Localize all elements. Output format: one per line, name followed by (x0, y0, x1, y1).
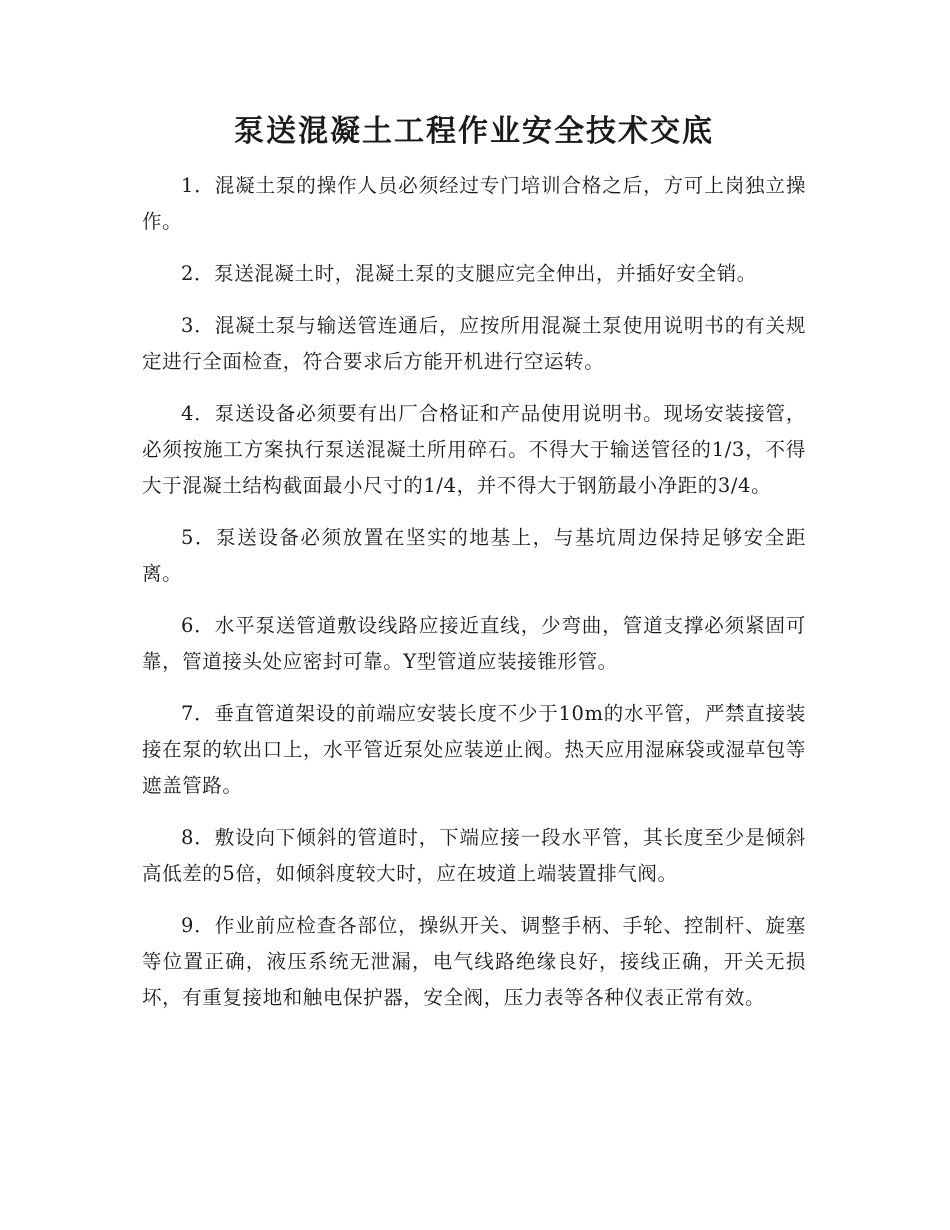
paragraph-5: 5．泵送设备必须放置在坚实的地基上，与基坑周边保持足够安全距离。 (142, 526, 806, 585)
document-page (142, 110, 806, 1032)
paragraph-9: 9．作业前应检查各部位，操纵开关、调整手柄、手轮、控制杆、旋塞等位置正确，液压系统无泄漏，电气线路绝缘良好，接线正确，开关无损坏，有重复接地和触电保护器，安全阀，压力表等各种仪表正常有效。 (142, 914, 806, 1009)
paragraph-2: 2．泵送混凝土时，混凝土泵的支腿应完全伸出，并插好安全销。 (181, 262, 757, 285)
paragraph-7: 7．垂直管道架设的前端应安装长度不少于10m的水平管，严禁直接装接在泵的软出口上，水平管近泵处应装逆止阀。热天应用湿麻袋或湿草包等遮盖管路。 (142, 702, 806, 797)
paragraph-4: 4．泵送设备必须要有出厂合格证和产品使用说明书。现场安装接管，必须按施工方案执行泵送混凝土所用碎石。不得大于输送管径的1/3，不得大于混凝土结构截面最小尺寸的1/4，并不得大于钢筋最小净距的3/4。 (142, 402, 806, 497)
paragraph-6: 6．水平泵送管道敷设线路应接近直线，少弯曲，管道支撑必须紧固可靠，管道接头处应密封可靠。Y型管道应装接锥形管。 (142, 614, 806, 673)
paragraph-3: 3．混凝土泵与输送管连通后，应按所用混凝土泵使用说明书的有关规定进行全面检查，符合要求后方能开机进行空运转。 (142, 314, 806, 373)
paragraph-8: 8．敷设向下倾斜的管道时，下端应接一段水平管，其长度至少是倾斜高低差的5倍，如倾斜度较大时，应在坡道上端装置排气阀。 (142, 826, 806, 885)
paragraph-1: 1．混凝土泵的操作人员必须经过专门培训合格之后，方可上岗独立操作。 (142, 174, 806, 233)
document-title: 泵送混凝土工程作业安全技术交底 (234, 114, 714, 149)
